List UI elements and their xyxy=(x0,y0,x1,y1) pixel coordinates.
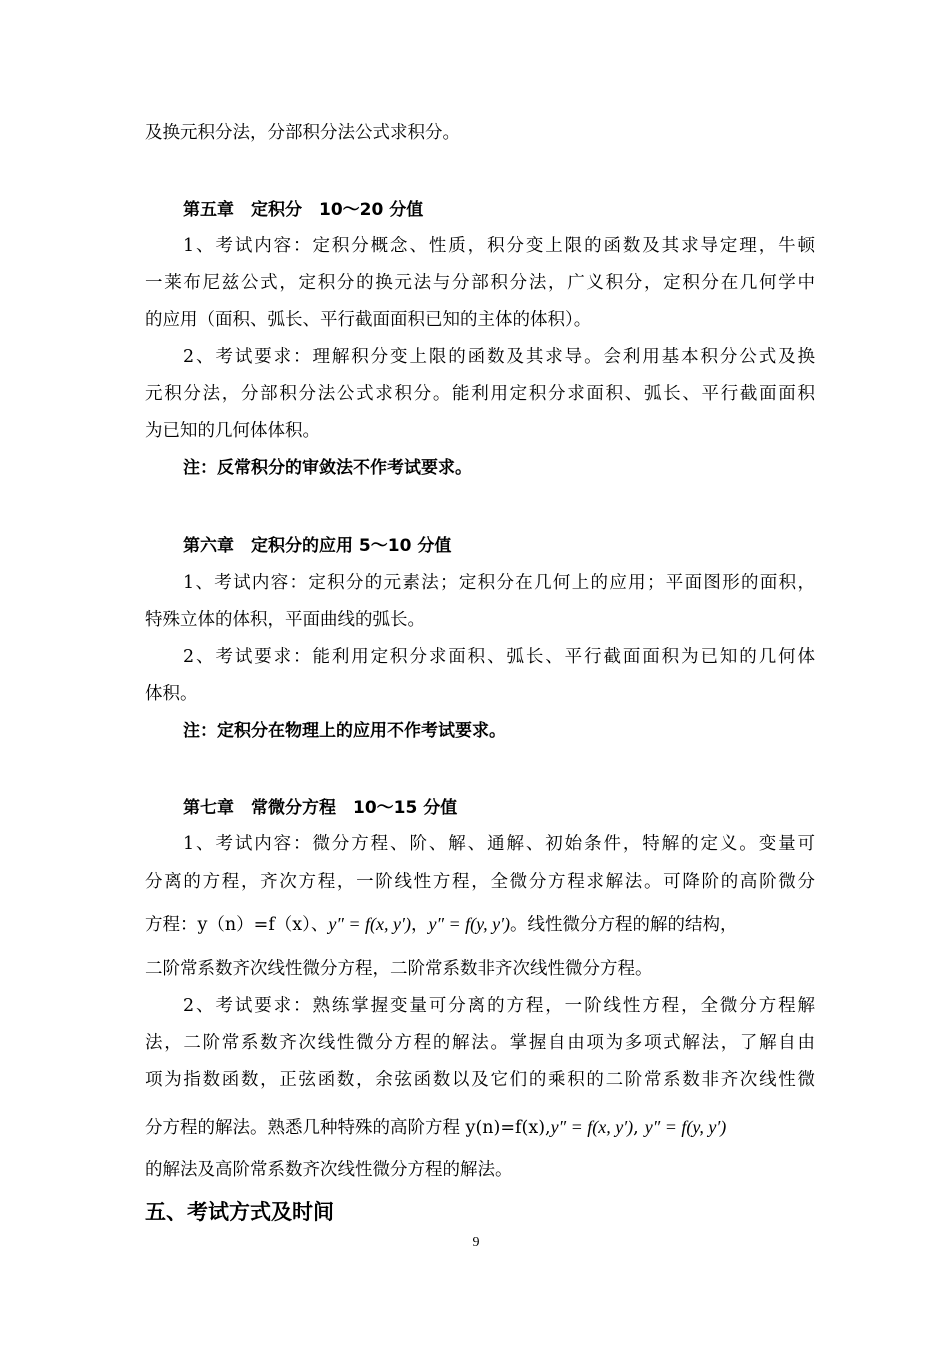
paragraph-line: 项为指数函数，正弦函数，余弦函数以及它们的乘积的二阶常系数非齐次线性微 xyxy=(145,1070,815,1090)
paragraph-line: 2、考试要求：能利用定积分求面积、弧长、平行截面面积为已知的几何体 xyxy=(183,647,815,667)
chapter-6-heading: 第六章 定积分的应用 5～10 分值 xyxy=(183,536,452,556)
paragraph-line: 元积分法，分部积分法公式求积分。能利用定积分求面积、弧长、平行截面面积 xyxy=(145,384,815,404)
paragraph-line: 法，二阶常系数齐次线性微分方程的解法。掌握自由项为多项式解法，了解自由 xyxy=(145,1033,815,1053)
paragraph-line: 的解法及高阶常系数齐次线性微分方程的解法。 xyxy=(145,1160,513,1180)
formula: y″ = f(x, y′) xyxy=(550,1117,634,1137)
paragraph-line: 分离的方程，齐次方程，一阶线性方程，全微分方程求解法。可降阶的高阶微分 xyxy=(145,872,815,892)
chapter-6-note: 注：定积分在物理上的应用不作考试要求。 xyxy=(183,721,506,741)
formula: y″ = f(y, y′) xyxy=(644,1117,727,1137)
formula: y″ = f(x, y′) xyxy=(328,914,411,934)
paragraph-line: 1、考试内容：微分方程、阶、解、通解、初始条件，特解的定义。变量可 xyxy=(183,834,815,854)
formula-text: 方程：y（n）=f（x）、 xyxy=(145,915,329,935)
formula-text: 。线性微分方程的解的结构， xyxy=(510,915,738,935)
formula-line xyxy=(145,1115,815,1140)
formula-line xyxy=(145,912,815,937)
formula-text: ， xyxy=(410,915,429,935)
paragraph-line: 2、考试要求：熟练掌握变量可分离的方程，一阶线性方程，全微分方程解 xyxy=(183,996,815,1016)
paragraph-line: 2、考试要求：理解积分变上限的函数及其求导。会利用基本积分公式及换 xyxy=(183,347,815,367)
paragraph-line: 1、考试内容：定积分概念、性质，积分变上限的函数及其求导定理，牛顿 xyxy=(183,236,815,256)
paragraph-line: 为已知的几何体体积。 xyxy=(145,421,320,441)
paragraph-line: 的应用（面积、弧长、平行截面面积已知的主体的体积）。 xyxy=(145,310,592,330)
paragraph-line: 二阶常系数齐次线性微分方程，二阶常系数非齐次线性微分方程。 xyxy=(145,959,653,979)
paragraph-line: 体积。 xyxy=(145,684,198,704)
formula-text: 分方程的解法。熟悉几种特殊的高阶方程 y(n)=f(x), xyxy=(145,1118,551,1138)
paragraph-line: 特殊立体的体积，平面曲线的弧长。 xyxy=(145,610,425,630)
chapter-7-heading: 第七章 常微分方程 10～15 分值 xyxy=(183,798,458,818)
paragraph-line: 及换元积分法，分部积分法公式求积分。 xyxy=(145,123,460,143)
chapter-5-note: 注：反常积分的审敛法不作考试要求。 xyxy=(183,458,472,478)
formula: y″ = f(y, y′) xyxy=(428,914,511,934)
page-number: 9 xyxy=(472,1235,480,1250)
paragraph-line: 一莱布尼兹公式，定积分的换元法与分部积分法，广义积分，定积分在几何学中 xyxy=(145,273,815,293)
section-heading: 五、考试方式及时间 xyxy=(145,1200,334,1224)
paragraph-line: 1、考试内容：定积分的元素法；定积分在几何上的应用；平面图形的面积， xyxy=(183,573,815,593)
chapter-5-heading: 第五章 定积分 10～20 分值 xyxy=(183,200,424,220)
formula-text: , xyxy=(633,1118,639,1138)
